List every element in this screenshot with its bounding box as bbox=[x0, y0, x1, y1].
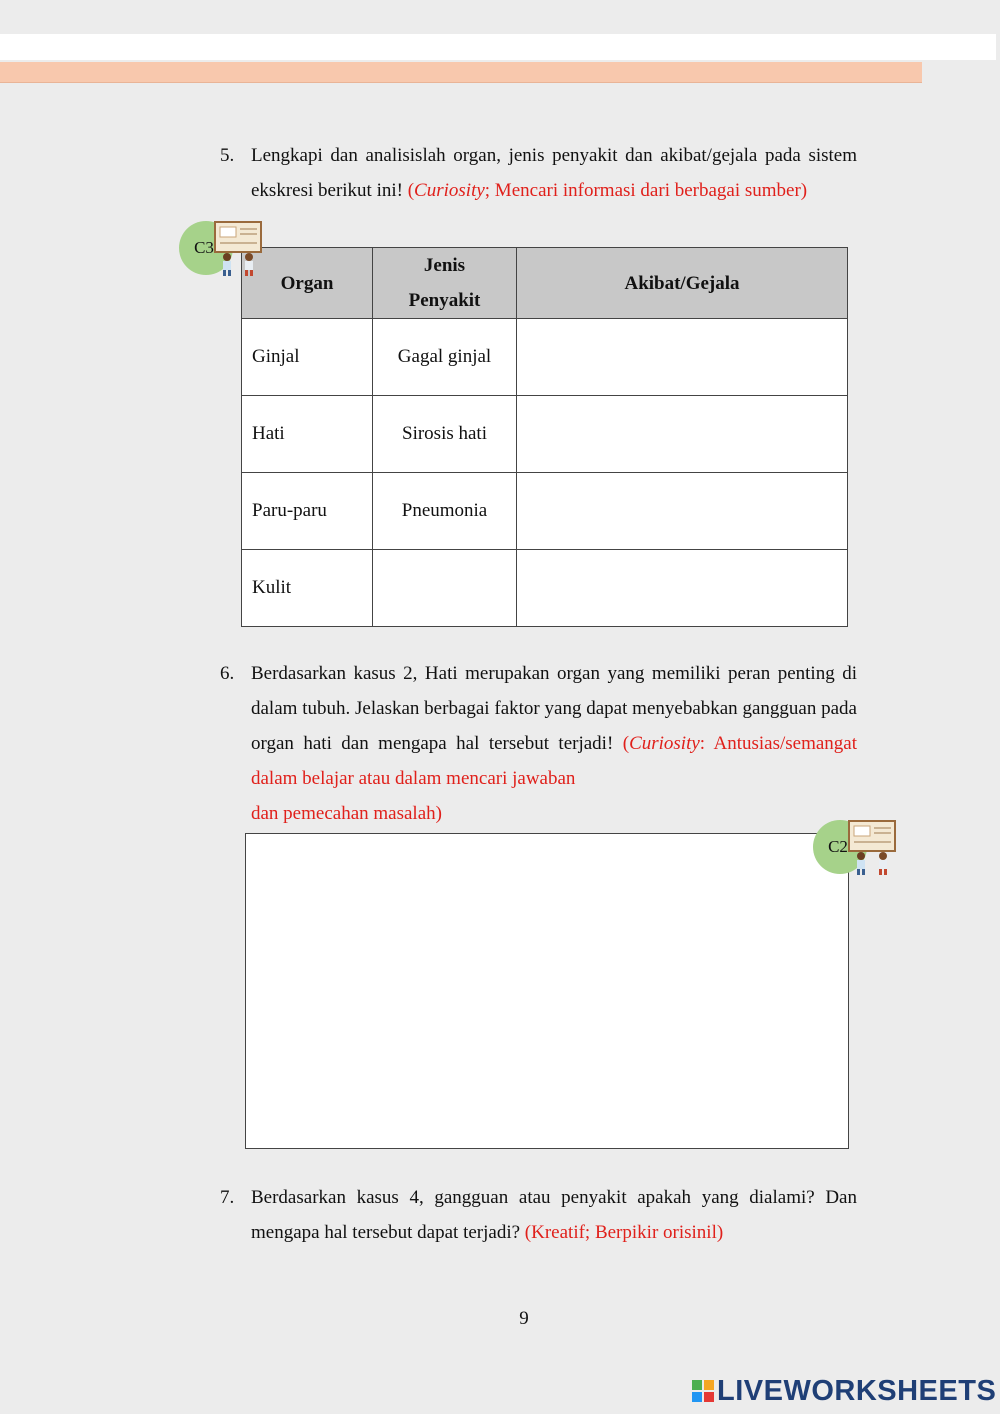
question-note-cont: dan pemecahan masalah) bbox=[251, 803, 442, 824]
question-6 bbox=[220, 656, 857, 831]
question-note: (Kreatif; Berpikir orisinil) bbox=[524, 1222, 724, 1243]
badge-c3 bbox=[179, 221, 265, 281]
brand-name: LIVEWORKSHEETS bbox=[717, 1374, 997, 1407]
question-note: (Curiosity; Mencari informasi dari berbagai sumber) bbox=[407, 180, 808, 201]
teacher-board-icon bbox=[213, 219, 267, 277]
question-5 bbox=[220, 138, 857, 208]
teacher-board-icon bbox=[847, 818, 901, 876]
badge-c2 bbox=[813, 820, 899, 880]
cell-organ: Hati bbox=[242, 396, 373, 473]
cell-organ: Kulit bbox=[242, 550, 373, 627]
answer-cell[interactable] bbox=[373, 550, 517, 627]
answer-box-q6[interactable] bbox=[245, 833, 849, 1149]
table-row bbox=[242, 396, 848, 473]
liveworksheets-grid-icon bbox=[692, 1380, 714, 1402]
question-number: 5. bbox=[220, 145, 235, 166]
header-jenis-penyakit: Jenis Penyakit bbox=[373, 248, 517, 319]
cell-jenis: Sirosis hati bbox=[373, 396, 517, 473]
page-number: 9 bbox=[519, 1308, 529, 1329]
table-row bbox=[242, 319, 848, 396]
header-peach-band bbox=[0, 62, 922, 83]
organ-disease-table bbox=[241, 247, 848, 627]
question-7 bbox=[220, 1180, 857, 1250]
header-akibat-gejala: Akibat/Gejala bbox=[517, 248, 848, 319]
cell-organ: Ginjal bbox=[242, 319, 373, 396]
question-number: 6. bbox=[220, 663, 235, 684]
answer-cell[interactable] bbox=[517, 550, 848, 627]
question-text: Berdasarkan kasus 2, Hati merupakan organ yang memiliki peran penting di dalam tubuh. Jelaskan berbagai faktor yang dapat menyebabkan gangguan pada organ hati dan mengapa hal tersebut terjadi! bbox=[251, 663, 857, 754]
question-note: (Curiosity: Antusias/semangat dalam belajar atau dalam mencari jawaban bbox=[251, 733, 857, 789]
table-row bbox=[242, 550, 848, 627]
cell-organ: Paru-paru bbox=[242, 473, 373, 550]
badge-label: C2 bbox=[828, 837, 848, 856]
badge-label: C3 bbox=[194, 238, 214, 257]
question-number: 7. bbox=[220, 1187, 235, 1208]
header-white-band bbox=[0, 34, 996, 60]
liveworksheets-logo bbox=[692, 1373, 996, 1409]
answer-cell[interactable] bbox=[517, 396, 848, 473]
question-text: Berdasarkan kasus 4, gangguan atau penyakit apakah yang dialami? Dan mengapa hal tersebut dapat terjadi? bbox=[251, 1187, 857, 1243]
table-row bbox=[242, 473, 848, 550]
question-text: Lengkapi dan analisislah organ, jenis penyakit dan akibat/gejala pada sistem ekskresi berikut ini! bbox=[251, 145, 857, 201]
answer-cell[interactable] bbox=[517, 473, 848, 550]
header-organ: Organ bbox=[242, 248, 373, 319]
answer-cell[interactable] bbox=[517, 319, 848, 396]
cell-jenis: Pneumonia bbox=[373, 473, 517, 550]
table-header-row bbox=[242, 248, 848, 319]
cell-jenis: Gagal ginjal bbox=[373, 319, 517, 396]
